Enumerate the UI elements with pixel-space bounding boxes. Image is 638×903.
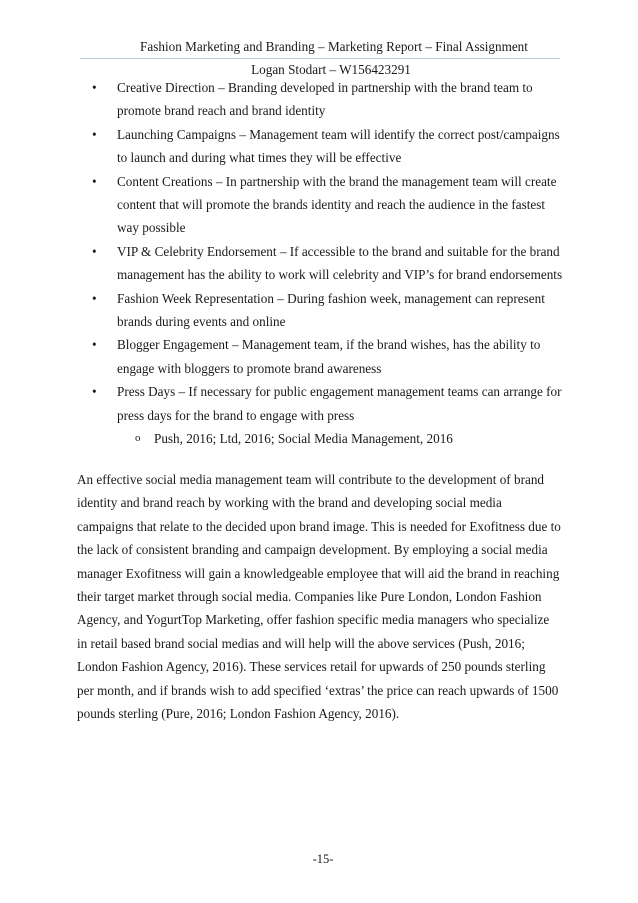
bullet-item	[92, 123, 570, 170]
bullet-item	[92, 76, 570, 123]
bullet-marker: •	[92, 384, 97, 400]
bullet-item	[92, 287, 570, 334]
bullet-text: Press Days – If necessary for public engagement management teams can arrange for press days for the brand to engage with press	[117, 384, 562, 423]
citation-sub-bullet	[92, 427, 570, 450]
page-header-title: Fashion Marketing and Branding – Marketing Report – Final Assignment	[140, 39, 528, 54]
bullet-text: Creative Direction – Branding developed in partnership with the brand team to promote brand reach and brand identity	[117, 80, 533, 119]
bullet-item	[92, 170, 570, 240]
bullet-item	[92, 380, 570, 427]
header-divider	[80, 58, 560, 59]
bullet-text: Blogger Engagement – Management team, if the brand wishes, has the ability to engage with bloggers to promote brand awareness	[117, 337, 541, 376]
bullet-item	[92, 240, 570, 287]
bullet-marker: •	[92, 126, 97, 142]
bullet-marker: •	[92, 243, 97, 259]
bullet-marker: •	[92, 290, 97, 306]
sub-bullet-marker: o	[135, 432, 141, 445]
page-header-author: Logan Stodart – W156423291	[251, 62, 411, 77]
bullet-text: Launching Campaigns – Management team will identify the correct post/campaigns to launch and during what times they will be effective	[117, 126, 560, 166]
bullet-item	[92, 333, 570, 380]
citation-text: Push, 2016; Ltd, 2016; Social Media Management, 2016	[154, 431, 453, 447]
bullet-marker: •	[92, 337, 97, 353]
bullet-text: VIP & Celebrity Endorsement – If accessible to the brand and suitable for the brand management has the ability to work will celebrity and VIP’s for brand endorsements	[117, 243, 563, 283]
bullet-marker: •	[92, 173, 97, 189]
page-number: -15-	[312, 852, 334, 866]
bullet-text: Fashion Week Representation – During fashion week, management can represent brands during events and online	[117, 290, 545, 330]
bullet-text: Content Creations – In partnership with the brand the management team will create content that will promote the brands identity and reach the audience in the fastest way possible	[117, 173, 557, 236]
bullet-marker: •	[92, 80, 97, 95]
body-paragraph: An effective social media management team will contribute to the development of brand identity and brand reach by working with the brand and developing social media campaigns that relate to the decided upon brand image. This is needed for Exofitness due to the lack of consistent branding and campaign development. By employing a social media manager Exofitness will gain a knowledgeable employee that will aid the brand in reaching their target market through social media. Companies like Pure London, London Fashion Agency, and YogurtTop Marketing, offer fashion specific media managers who specialize in retail based brand social medias and will help will the above services (Push, 2016; London Fashion Agency, 2016). These services retail for upwards of 250 pounds sterling per month, and if brands wish to add specified ‘extras’ the price can reach upwards of 1500 pounds sterling (Pure, 2016; London Fashion Agency, 2016).	[77, 472, 561, 722]
services-bullet-list	[92, 76, 570, 451]
